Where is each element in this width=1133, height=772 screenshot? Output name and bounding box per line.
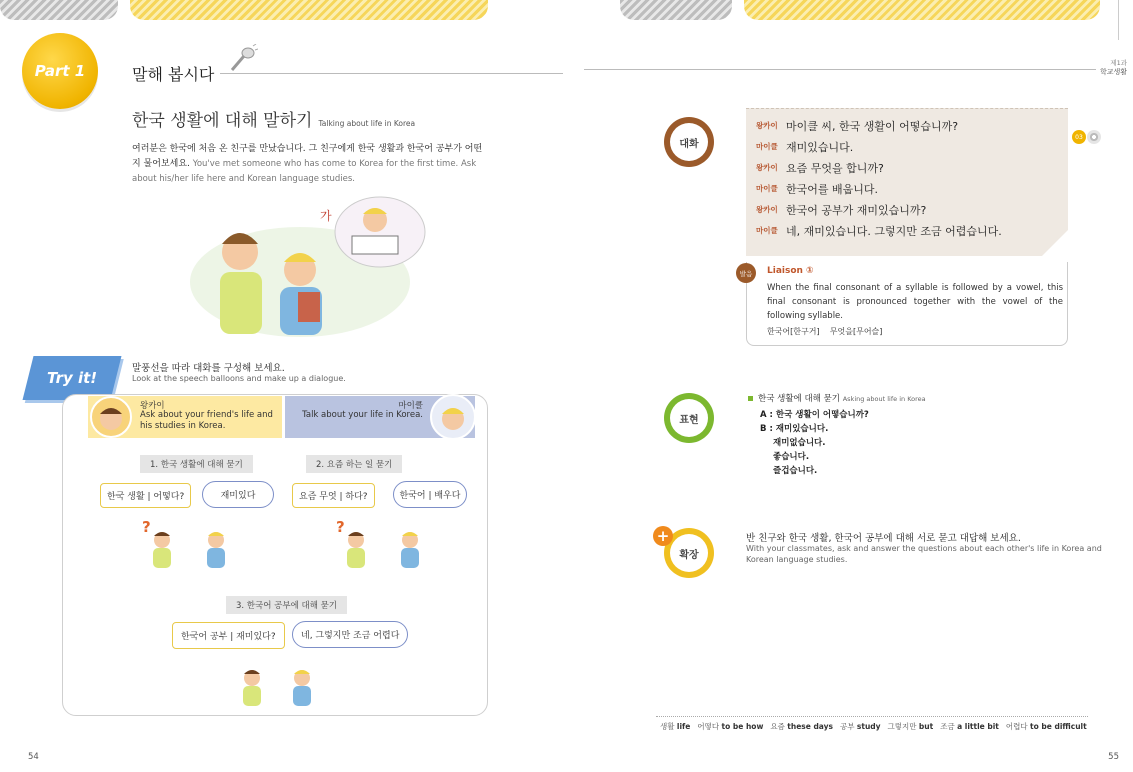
svg-text:가: 가	[320, 209, 332, 223]
dialogue-line	[756, 199, 1002, 220]
liaison-box	[746, 262, 1068, 346]
ext-ko: 반 친구와 한국 생활, 한국어 공부에 대해 서로 묻고 대답해 보세요.	[746, 533, 1021, 544]
svg-text:?: ?	[336, 518, 345, 536]
vocab-ko: 생활	[660, 722, 675, 731]
microphone-icon	[228, 44, 258, 72]
step3-question-bubble: 한국어 공부 | 재미있다?	[172, 622, 285, 649]
expr-a: A : 한국 생활이 어떻습니까?	[760, 410, 869, 420]
vocab-item	[888, 721, 934, 732]
dialogue-text: 요즘 무엇을 합니까?	[786, 161, 884, 175]
vocab-ko: 조금	[940, 722, 955, 731]
step2-figures	[332, 518, 442, 570]
vocab-en: to be how	[721, 722, 764, 731]
part-badge	[22, 33, 98, 109]
dialogue-line	[756, 220, 1002, 241]
page-curl-icon	[1042, 230, 1068, 256]
top-tab-gray-right	[620, 0, 732, 20]
vocab-en: but	[918, 722, 934, 731]
intro-en: You've met someone who has come to Korea for the first time. Ask about his/her life here and Korean language studies.	[132, 159, 477, 184]
liaison-title: Liaison ①	[767, 266, 814, 276]
vocab-en: these days	[787, 722, 833, 731]
part-label: Part 1	[34, 62, 86, 80]
page-number-left: 54	[28, 752, 39, 762]
step3-figures	[232, 656, 332, 708]
dialogue-text: 한국어 공부가 재미있습니까?	[786, 203, 927, 217]
dialogue-line	[756, 136, 1002, 157]
pron-badge-label: 발음	[739, 269, 753, 278]
try-it-label: Try it!	[46, 369, 98, 387]
illustration-conversation	[180, 192, 430, 342]
vocab-item	[697, 721, 763, 732]
step1-answer-bubble: 재미있다	[202, 481, 274, 508]
dialogue-label: 대화	[670, 123, 708, 161]
chapter-divider-vertical	[1118, 0, 1119, 40]
subheading-ko: 한국 생활에 대해 말하기	[132, 111, 313, 131]
expression-block	[748, 392, 926, 478]
step1-figures	[138, 518, 248, 570]
dialogue-line	[756, 157, 1002, 178]
dialogue-text: 네, 재미있습니다. 그렇지만 조금 어렵습니다.	[786, 224, 1002, 238]
speaker-a-task: Ask about your friend's life and his studies in Korea.	[140, 410, 273, 431]
cd-icon	[1087, 130, 1101, 144]
vocab-item	[940, 721, 999, 732]
track-number: 03	[1072, 130, 1086, 144]
right-heading-divider	[584, 69, 1096, 70]
bullet-square-icon	[748, 396, 753, 401]
heading-divider	[220, 73, 563, 74]
intro-paragraph	[132, 142, 488, 187]
liaison-text: When the final consonant of a syllable is followed by a vowel, this final consonant is pronounced together with the vowel of the following syllable.	[767, 283, 1063, 321]
top-tab-gray-left	[0, 0, 118, 20]
vocab-footer-line	[656, 716, 1088, 717]
dialogue-speaker: 왕카이	[756, 205, 778, 214]
vocab-ko: 그렇지만	[887, 722, 917, 731]
expr-b2: 재미없습니다.	[773, 438, 826, 448]
dialogue-speaker: 마이클	[756, 226, 778, 235]
expression-title	[748, 392, 926, 406]
vocab-ko: 공부	[840, 722, 855, 731]
extension-label: 확장	[670, 534, 708, 572]
plus-icon: +	[653, 526, 673, 546]
vocab-ko: 어떻다	[697, 722, 720, 731]
vocab-item	[660, 721, 690, 732]
step3-label: 3. 한국어 공부에 대해 묻기	[226, 596, 347, 614]
vocab-en: a little bit	[957, 722, 999, 731]
vocab-ko: 어렵다	[1005, 722, 1028, 731]
speaker-a-name: 왕카이	[140, 401, 165, 411]
page-heading: 말해 봅시다	[132, 65, 215, 84]
dialogue-box	[746, 108, 1068, 256]
chapter-sub: 학교생활	[1099, 68, 1127, 76]
step1-label: 1. 한국 생활에 대해 묻기	[140, 455, 253, 473]
dialogue-speaker: 마이클	[756, 142, 778, 151]
vocab-item	[840, 721, 881, 732]
step1-question-bubble: 한국 생활 | 어떻다?	[100, 483, 191, 508]
subheading-en: Talking about life in Korea	[318, 119, 416, 128]
expression-section-icon	[664, 393, 714, 443]
dialogue-text: 한국어를 배웁니다.	[786, 182, 879, 196]
vocab-item	[1006, 721, 1087, 732]
step2-question-bubble: 요즘 무엇 | 하다?	[292, 483, 375, 508]
vocab-footer	[660, 721, 1087, 732]
expr-title-ko: 한국 생활에 대해 묻기	[758, 394, 841, 404]
expr-title-en: Asking about life in Korea	[842, 395, 926, 403]
vocab-en: study	[856, 722, 881, 731]
top-tab-yellow-right	[744, 0, 1100, 20]
speaker-a-avatar	[90, 396, 132, 438]
try-en: Look at the speech balloons and make up a dialogue.	[132, 374, 346, 383]
intro-ko: 여러분은 한국에 처음 온 친구를 만났습니다. 그 친구에게 한국 생활과 한국어 공부가 어떤지 물어보세요.	[132, 144, 483, 169]
try-ko: 말풍선을 따라 대화를 구성해 보세요.	[132, 363, 285, 374]
dialogue-line	[756, 115, 1002, 136]
svg-text:?: ?	[142, 518, 151, 536]
step3-answer-bubble: 네, 그렇지만 조금 어렵다	[292, 621, 408, 648]
step2-answer-bubble: 한국어 | 배우다	[393, 481, 467, 508]
expr-b1: B : 재미있습니다.	[760, 424, 829, 434]
dialogue-section-icon	[664, 117, 714, 167]
chapter-top: 제1과	[1110, 59, 1127, 67]
dialogue-text: 마이클 씨, 한국 생활이 어떻습니까?	[786, 119, 959, 133]
expr-b3: 좋습니다.	[773, 452, 810, 462]
vocab-en: life	[676, 722, 691, 731]
page-number-right: 55	[1108, 752, 1119, 762]
top-tab-yellow-left	[130, 0, 488, 20]
dialogue-speaker: 마이클	[756, 184, 778, 193]
vocab-item	[770, 721, 833, 732]
liaison-examples: 한국어[한구거] 무엇을[무어슬]	[767, 327, 883, 336]
expr-b4: 즐겁습니다.	[773, 466, 818, 476]
vocab-ko: 요즘	[770, 722, 785, 731]
pronunciation-badge	[736, 263, 756, 283]
dialogue-line	[756, 178, 1002, 199]
subheading	[132, 106, 415, 131]
step2-label: 2. 요즘 하는 일 묻기	[306, 455, 402, 473]
speaker-b-task: Talk about your life in Korea.	[302, 410, 423, 420]
expression-label: 표현	[670, 399, 708, 437]
dialogue-text: 재미있습니다.	[786, 140, 854, 154]
speaker-b-name: 마이클	[398, 401, 423, 411]
ext-en: With your classmates, ask and answer the questions about each other's life in Korea and Korean language studies.	[746, 544, 1102, 564]
audio-track-button[interactable]	[1072, 128, 1102, 146]
vocab-en: to be difficult	[1030, 722, 1087, 731]
dialogue-speaker: 왕카이	[756, 163, 778, 172]
dialogue-speaker: 왕카이	[756, 121, 778, 130]
speaker-b-avatar	[430, 394, 476, 440]
